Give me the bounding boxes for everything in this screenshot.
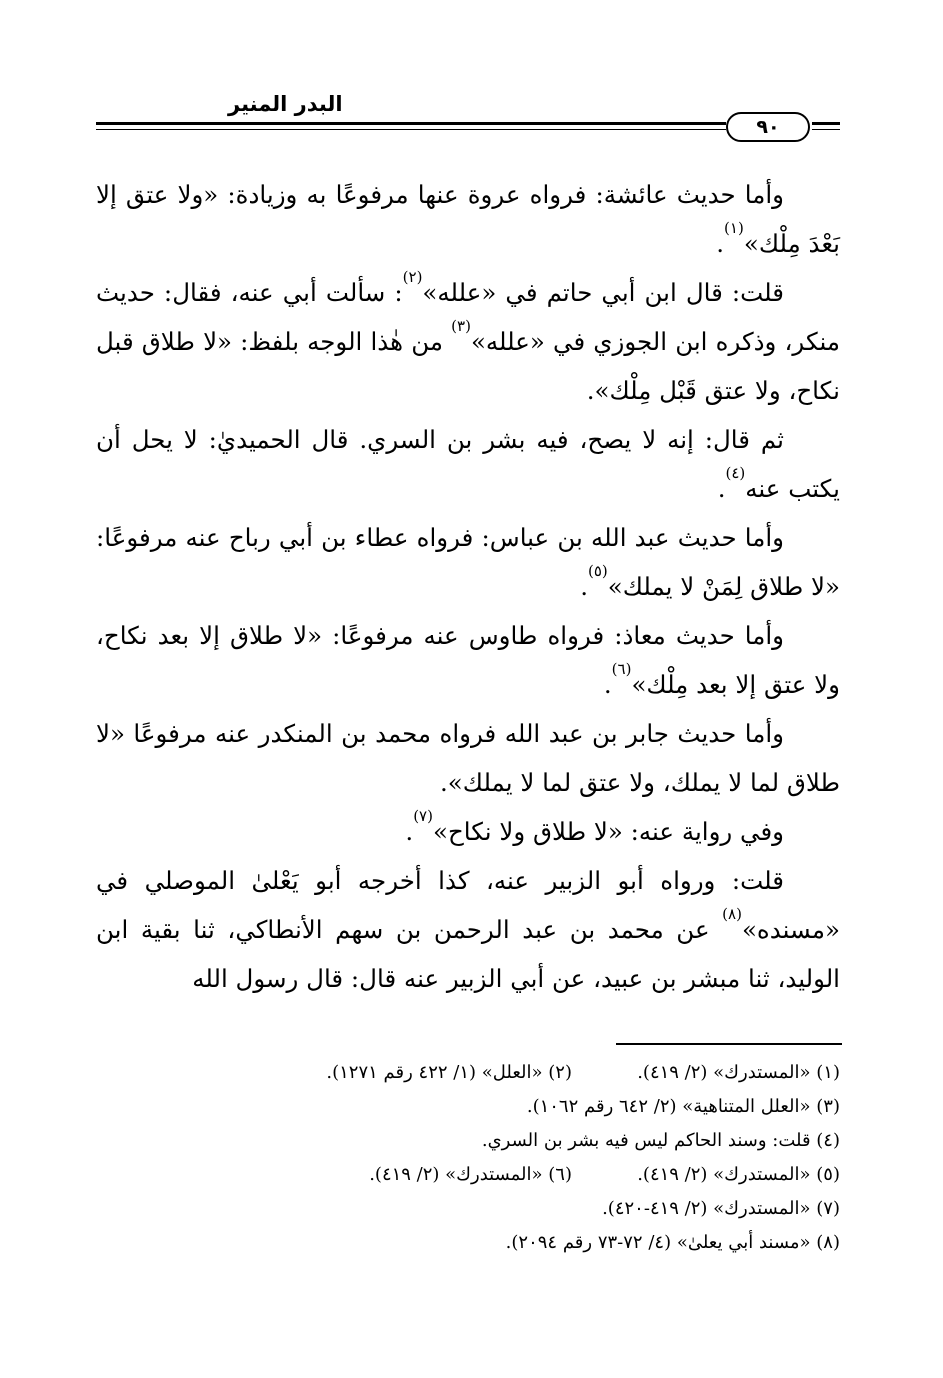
footnote-ref-3[interactable]: (٣) <box>451 317 471 335</box>
paragraph-humaidi: ثم قال: إنه لا يصح، فيه بشر بن السري. قال الحميديٰ: لا يحل أن يكتب عنه$^{(٤)}$. <box>96 425 840 503</box>
footnote-ref-7[interactable]: (٧) <box>413 807 433 825</box>
paragraph-muadh: وأما حديث معاذ: فرواه طاوس عنه مرفوعًا: «لا طلاق إلا بعد نكاح، ولا عتق إلا بعد مِلْك»$^{(٦)}$. <box>96 621 840 699</box>
header-rule-thin <box>96 129 726 130</box>
footnote-row <box>96 1158 840 1192</box>
footnotes <box>96 1056 840 1260</box>
header-rule-right-thick <box>812 122 840 125</box>
paragraph-ibn-abbas: وأما حديث عبد الله بن عباس: فرواه عطاء بن أبي رباح عنه مرفوعًا: «لا طلاق لِمَنْ لا يملك»$^{(٥)}$. <box>96 523 840 601</box>
footnote-ref-4[interactable]: (٤) <box>725 464 746 482</box>
main-text <box>96 170 840 1003</box>
footnote-4: (٤) قلت: وسند الحاكم ليس فيه بشر بن السري. <box>481 1130 840 1151</box>
footnote-row <box>96 1090 840 1124</box>
paragraph-jabir: وأما حديث جابر بن عبد الله فرواه محمد بن المنكدر عنه مرفوعًا «لا طلاق لما لا يملك، ولا عتق لما لا يملك». <box>96 719 840 797</box>
page-number-box <box>726 112 810 142</box>
footnote-8: (٨) «مسند أبي يعلىٰ» (٤/ ٧٢-٧٣ رقم ٢٠٩٤). <box>505 1232 840 1253</box>
paragraph-abu-zubair: قلت: ورواه أبو الزبير عنه، كذا أخرجه أبو يَعْلىٰ الموصلي في «مسنده»$^{(٨)}$ عن محمد بن عبد الرحمن بن سهم الأنطاكي، ثنا بقية ابن الوليد، ثنا مبشر بن عبيد، عن أبي الزبير عنه قال: قال رسول الله <box>96 866 840 993</box>
paragraph-aisha: وأما حديث عائشة: فرواه عروة عنها مرفوعًا به وزيادة: «ولا عتق إلا بَعْدَ مِلْك»$^{(١)}$. <box>96 180 840 258</box>
footnote-5: (٥) «المستدرك» (٢/ ٤١٩). <box>637 1164 840 1185</box>
footnote-ref-5[interactable]: (٥) <box>587 562 608 580</box>
running-title: البدر المنير <box>228 92 343 116</box>
paragraph-riwaya: وفي رواية عنه: «لا طلاق ولا نكاح»$^{(٧)}$. <box>405 807 784 846</box>
footnote-ref-1[interactable]: (١) <box>724 219 744 237</box>
footnote-row <box>96 1192 840 1226</box>
footnote-2: (٢) «العلل» (١/ ٤٢٢ رقم ١٢٧١). <box>326 1062 572 1083</box>
footnote-7: (٧) «المستدرك» (٢/ ٤١٩-٤٢٠). <box>602 1198 840 1219</box>
paragraph-ibn-abi-hatim: قلت: قال ابن أبي حاتم في «علله»$^{(٢)}$: سألت أبي عنه، فقال: حديث منكر، وذكره ابن الجوزي في «علله»$^{(٣)}$ من هٰذا الوجه بلفظ: «لا طلاق قبل نكاح، ولا عتق قَبْل مِلْك». <box>96 268 840 405</box>
header-rule-thick <box>96 122 726 125</box>
footnote-ref-8[interactable]: (٨) <box>722 905 742 923</box>
footnote-ref-6[interactable]: (٦) <box>611 660 632 678</box>
footnote-3: (٣) «العلل المتناهية» (٢/ ٦٤٢ رقم ١٠٦٢). <box>526 1096 840 1117</box>
footnote-row <box>96 1124 840 1158</box>
header-rule-right-thin <box>812 129 840 130</box>
footnote-row <box>96 1226 840 1260</box>
page-header <box>96 92 840 150</box>
footnote-row <box>96 1056 840 1090</box>
footnote-separator <box>616 1043 842 1045</box>
footnote-6: (٦) «المستدرك» (٢/ ٤١٩). <box>369 1164 572 1185</box>
footnote-1: (١) «المستدرك» (٢/ ٤١٩). <box>637 1062 840 1083</box>
page-number: ٩٠ <box>756 116 780 138</box>
footnote-ref-2[interactable]: (٢) <box>402 268 423 286</box>
